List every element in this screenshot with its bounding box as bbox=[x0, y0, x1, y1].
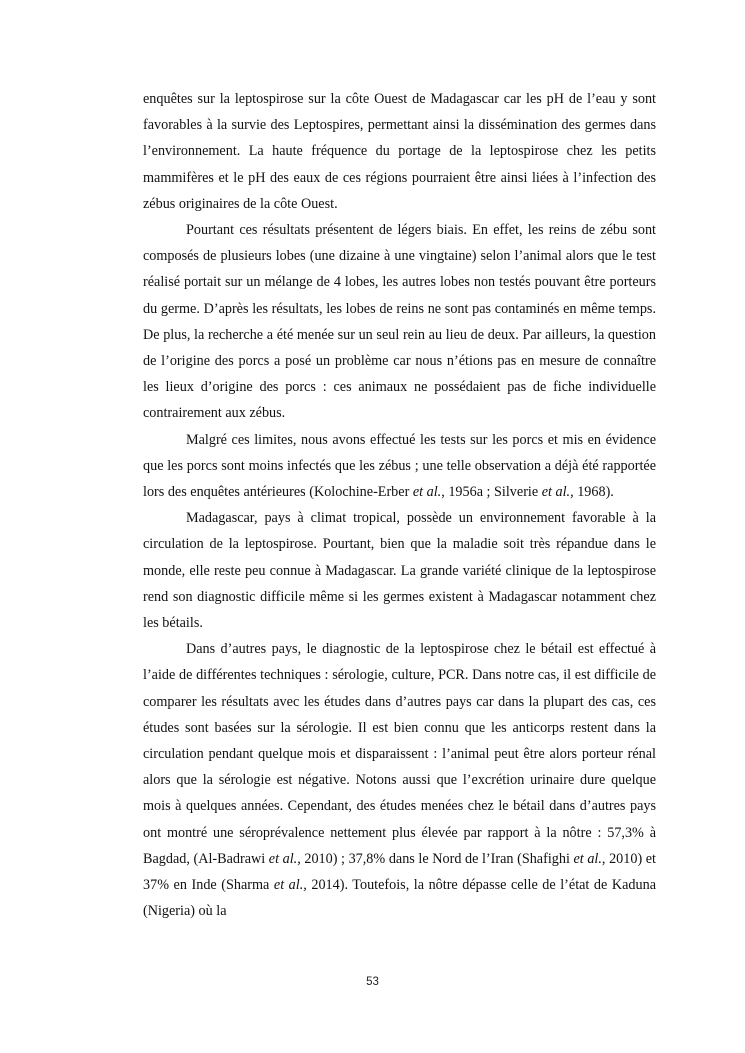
paragraph-2 bbox=[143, 217, 656, 427]
paragraph-1-text: enquêtes sur la leptospirose sur la côte Ouest de Madagascar car les pH de l’eau y sont favorables à la survie des Leptospires, permettant ainsi la dissémination des germes dans l’environnement. La haute fréquence du portage de la leptospirose chez les petits mammifères et le pH des eaux de ces régions pourraient être ainsi liées à l’infection des zébus originaires de la côte Ouest. bbox=[143, 91, 656, 212]
paragraph-5-run-2: 2010) ; 37,8% dans le Nord de l’Iran (Shafighi bbox=[300, 850, 574, 867]
paragraph-5-run-4: 2014). Toutefois, la nôtre dépasse celle de l’état de Kaduna (Nigeria) où la bbox=[143, 877, 656, 920]
paragraph-3-citation-etal-1: et al. bbox=[412, 484, 442, 501]
paragraph-3-run-3: 1968). bbox=[573, 484, 614, 501]
paragraph-5-run-3: , 2010) et 37% en Inde (Sharma bbox=[143, 850, 656, 894]
paragraph-5-run-1: Dans d’autres pays, le diagnostic de la leptospirose chez le bétail est effectué à l’aide de différentes techniques : sérologie, culture, PCR. Dans notre cas, il est difficile de comparer les résultats avec les études dans d’autres pays car dans la plupart des cas, ces études sont basées sur la sérologie. Il est bien connu que les anticorps restent dans la circulation pendant quelque mois et disparaissent : l’animal peut être alors porteur rénal alors que la sérologie est négative. Notons aussi que l’excrétion urinaire dure quelque mois à quelques années. Cependant, des études menées chez le bétail dans d’autres pays ont montré une séroprévalence nettement plus élevée par rapport à la nôtre : 57,3% à Bagdad, (Al-Badrawi bbox=[143, 641, 656, 867]
paragraph-5-citation-etal-2: et al. bbox=[573, 850, 602, 867]
page-body bbox=[143, 86, 656, 925]
page-number: 53 bbox=[366, 976, 379, 988]
paragraph-3-citation-etal-2: et al., bbox=[541, 484, 574, 501]
paragraph-3-run-1: Malgré ces limites, nous avons effectué les tests sur les porcs et mis en évidence que les porcs sont moins infectés que les zébus ; une telle observation a déjà été rapportée lors des enquêtes antérieures (Kolochine-Erber bbox=[143, 431, 656, 501]
paragraph-4 bbox=[143, 505, 656, 636]
paragraph-2-text: Pourtant ces résultats présentent de légers biais. En effet, les reins de zébu sont composés de plusieurs lobes (une dizaine à une vingtaine) selon l’animal alors que le test réalisé portait sur un mélange de 4 lobes, les autres lobes non testés pouvant être porteurs du germe. D’après les résultats, les lobes de reins ne sont pas contaminés en même temps. De plus, la recherche a été menée sur un seul rein au lieu de deux. Par ailleurs, la question de l’origine des porcs a posé un problème car nous n’étions pas en mesure de connaître les lieux d’origine des porcs : ces animaux ne possédaient pas de fiche individuelle contrairement aux zébus. bbox=[143, 222, 656, 422]
paragraph-3-run-2: , 1956a ; Silverie bbox=[441, 484, 542, 501]
paragraph-3 bbox=[143, 427, 656, 506]
paragraph-4-text: Madagascar, pays à climat tropical, possède un environnement favorable à la circulation de la leptospirose. Pourtant, bien que la maladie soit très répandue dans le monde, elle reste peu connue à Madagascar. La grande variété clinique de la leptospirose rend son diagnostic difficile même si les germes existent à Madagascar notamment chez les bétails. bbox=[143, 510, 656, 632]
paragraph-1 bbox=[143, 86, 656, 217]
paragraph-5-citation-etal-1: et al., bbox=[268, 850, 301, 867]
paragraph-5 bbox=[143, 636, 656, 924]
paragraph-5-citation-etal-3: et al., bbox=[273, 877, 307, 894]
